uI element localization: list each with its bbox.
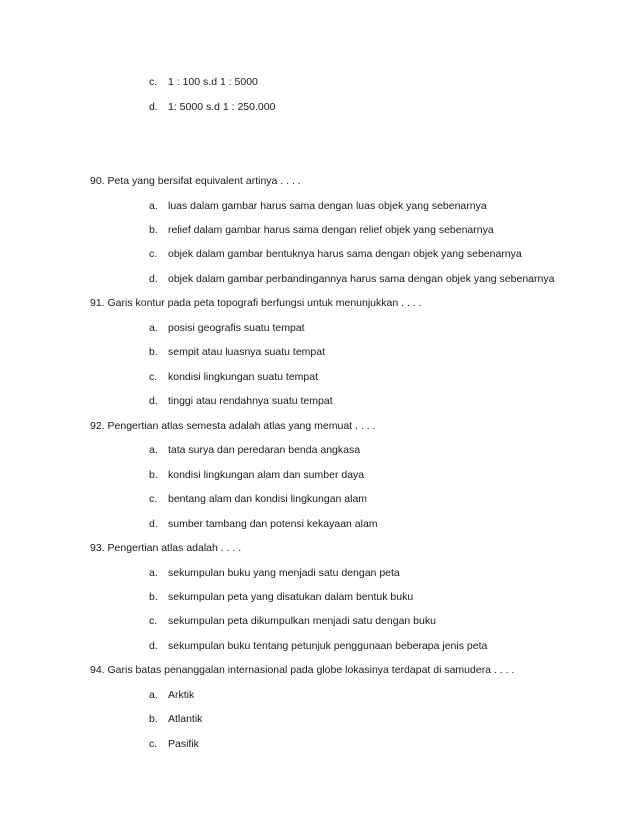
- question-92: 92. Pengertian atlas semesta adalah atlas yang memuat . . . .: [90, 420, 376, 432]
- option-letter: d.: [149, 640, 158, 652]
- option-letter: d.: [149, 395, 158, 407]
- option-letter: a.: [149, 200, 158, 212]
- option-letter: c.: [149, 493, 158, 505]
- option-letter: c.: [149, 738, 158, 750]
- option-letter: b.: [149, 713, 158, 725]
- option-letter: b.: [149, 469, 158, 481]
- option-line: [149, 566, 400, 580]
- option-text: 1: 5000 s.d 1 : 250.000: [168, 101, 276, 113]
- option-letter: a.: [149, 567, 158, 579]
- question-91: 91. Garis kontur pada peta topografi berfungsi untuk menunjukkan . . . .: [90, 297, 422, 309]
- option-line: [149, 394, 333, 408]
- option-line: [149, 688, 194, 702]
- option-line: [149, 443, 360, 457]
- option-line: [149, 345, 325, 359]
- option-letter: c.: [149, 371, 158, 383]
- option-letter: d.: [149, 273, 158, 285]
- option-letter: b.: [149, 224, 158, 236]
- option-letter: c.: [149, 615, 158, 627]
- option-line: [149, 614, 436, 628]
- option-letter: c.: [149, 76, 158, 88]
- question-90: 90. Peta yang bersifat equivalent artinya . . . .: [90, 175, 301, 187]
- option-text: sekumpulan buku yang menjadi satu dengan peta: [168, 567, 400, 579]
- option-line: [149, 517, 378, 531]
- option-text: tata surya dan peredaran benda angkasa: [168, 444, 361, 456]
- option-text: relief dalam gambar harus sama dengan relief objek yang sebenarnya: [168, 224, 494, 236]
- option-line: [149, 737, 199, 751]
- option-letter: a.: [149, 444, 158, 456]
- option-text: tinggi atau rendahnya suatu tempat: [168, 395, 333, 407]
- question-94: 94. Garis batas penanggalan internasional pada globe lokasinya terdapat di samudera . . . .: [90, 664, 515, 676]
- option-line: [149, 370, 318, 384]
- option-letter: d.: [149, 518, 158, 530]
- option-text: sempit atau luasnya suatu tempat: [168, 346, 326, 358]
- option-text: sekumpulan peta yang disatukan dalam bentuk buku: [168, 591, 414, 603]
- option-text: objek dalam gambar perbandingannya harus sama dengan objek yang sebenarnya: [168, 273, 555, 285]
- option-text: 1 : 100 s.d 1 : 5000: [168, 76, 258, 88]
- option-line: [149, 199, 487, 213]
- option-text: luas dalam gambar harus sama dengan luas objek yang sebenarnya: [168, 200, 487, 212]
- option-text: kondisi lingkungan alam dan sumber daya: [168, 469, 365, 481]
- option-letter: a.: [149, 322, 158, 334]
- option-line: [149, 223, 494, 237]
- option-text: sekumpulan peta dikumpulkan menjadi satu dengan buku: [168, 615, 436, 627]
- option-line: [149, 75, 258, 89]
- option-line: [149, 100, 275, 114]
- option-line: [149, 492, 367, 506]
- option-text: posisi geografis suatu tempat: [168, 322, 305, 334]
- option-letter: d.: [149, 101, 158, 113]
- question-93: 93. Pengertian atlas adalah . . . .: [90, 542, 242, 554]
- option-text: sumber tambang dan potensi kekayaan alam: [168, 518, 378, 530]
- option-text: bentang alam dan kondisi lingkungan alam: [168, 493, 368, 505]
- option-text: Arktik: [168, 689, 195, 701]
- option-text: objek dalam gambar bentuknya harus sama dengan objek yang sebenarnya: [168, 248, 522, 260]
- option-letter: b.: [149, 346, 158, 358]
- option-text: Atlantik: [168, 713, 203, 725]
- option-line: [149, 590, 413, 604]
- option-line: [149, 321, 305, 335]
- option-line: [149, 468, 364, 482]
- option-letter: c.: [149, 248, 158, 260]
- option-line: [149, 247, 522, 261]
- option-letter: b.: [149, 591, 158, 603]
- option-text: Pasifik: [168, 738, 199, 750]
- option-text: kondisi lingkungan suatu tempat: [168, 371, 319, 383]
- option-line: [149, 639, 487, 653]
- option-text: sekumpulan buku tentang petunjuk penggunaan beberapa jenis peta: [168, 640, 488, 652]
- option-line: [149, 272, 554, 286]
- option-line: [149, 712, 202, 726]
- option-letter: a.: [149, 689, 158, 701]
